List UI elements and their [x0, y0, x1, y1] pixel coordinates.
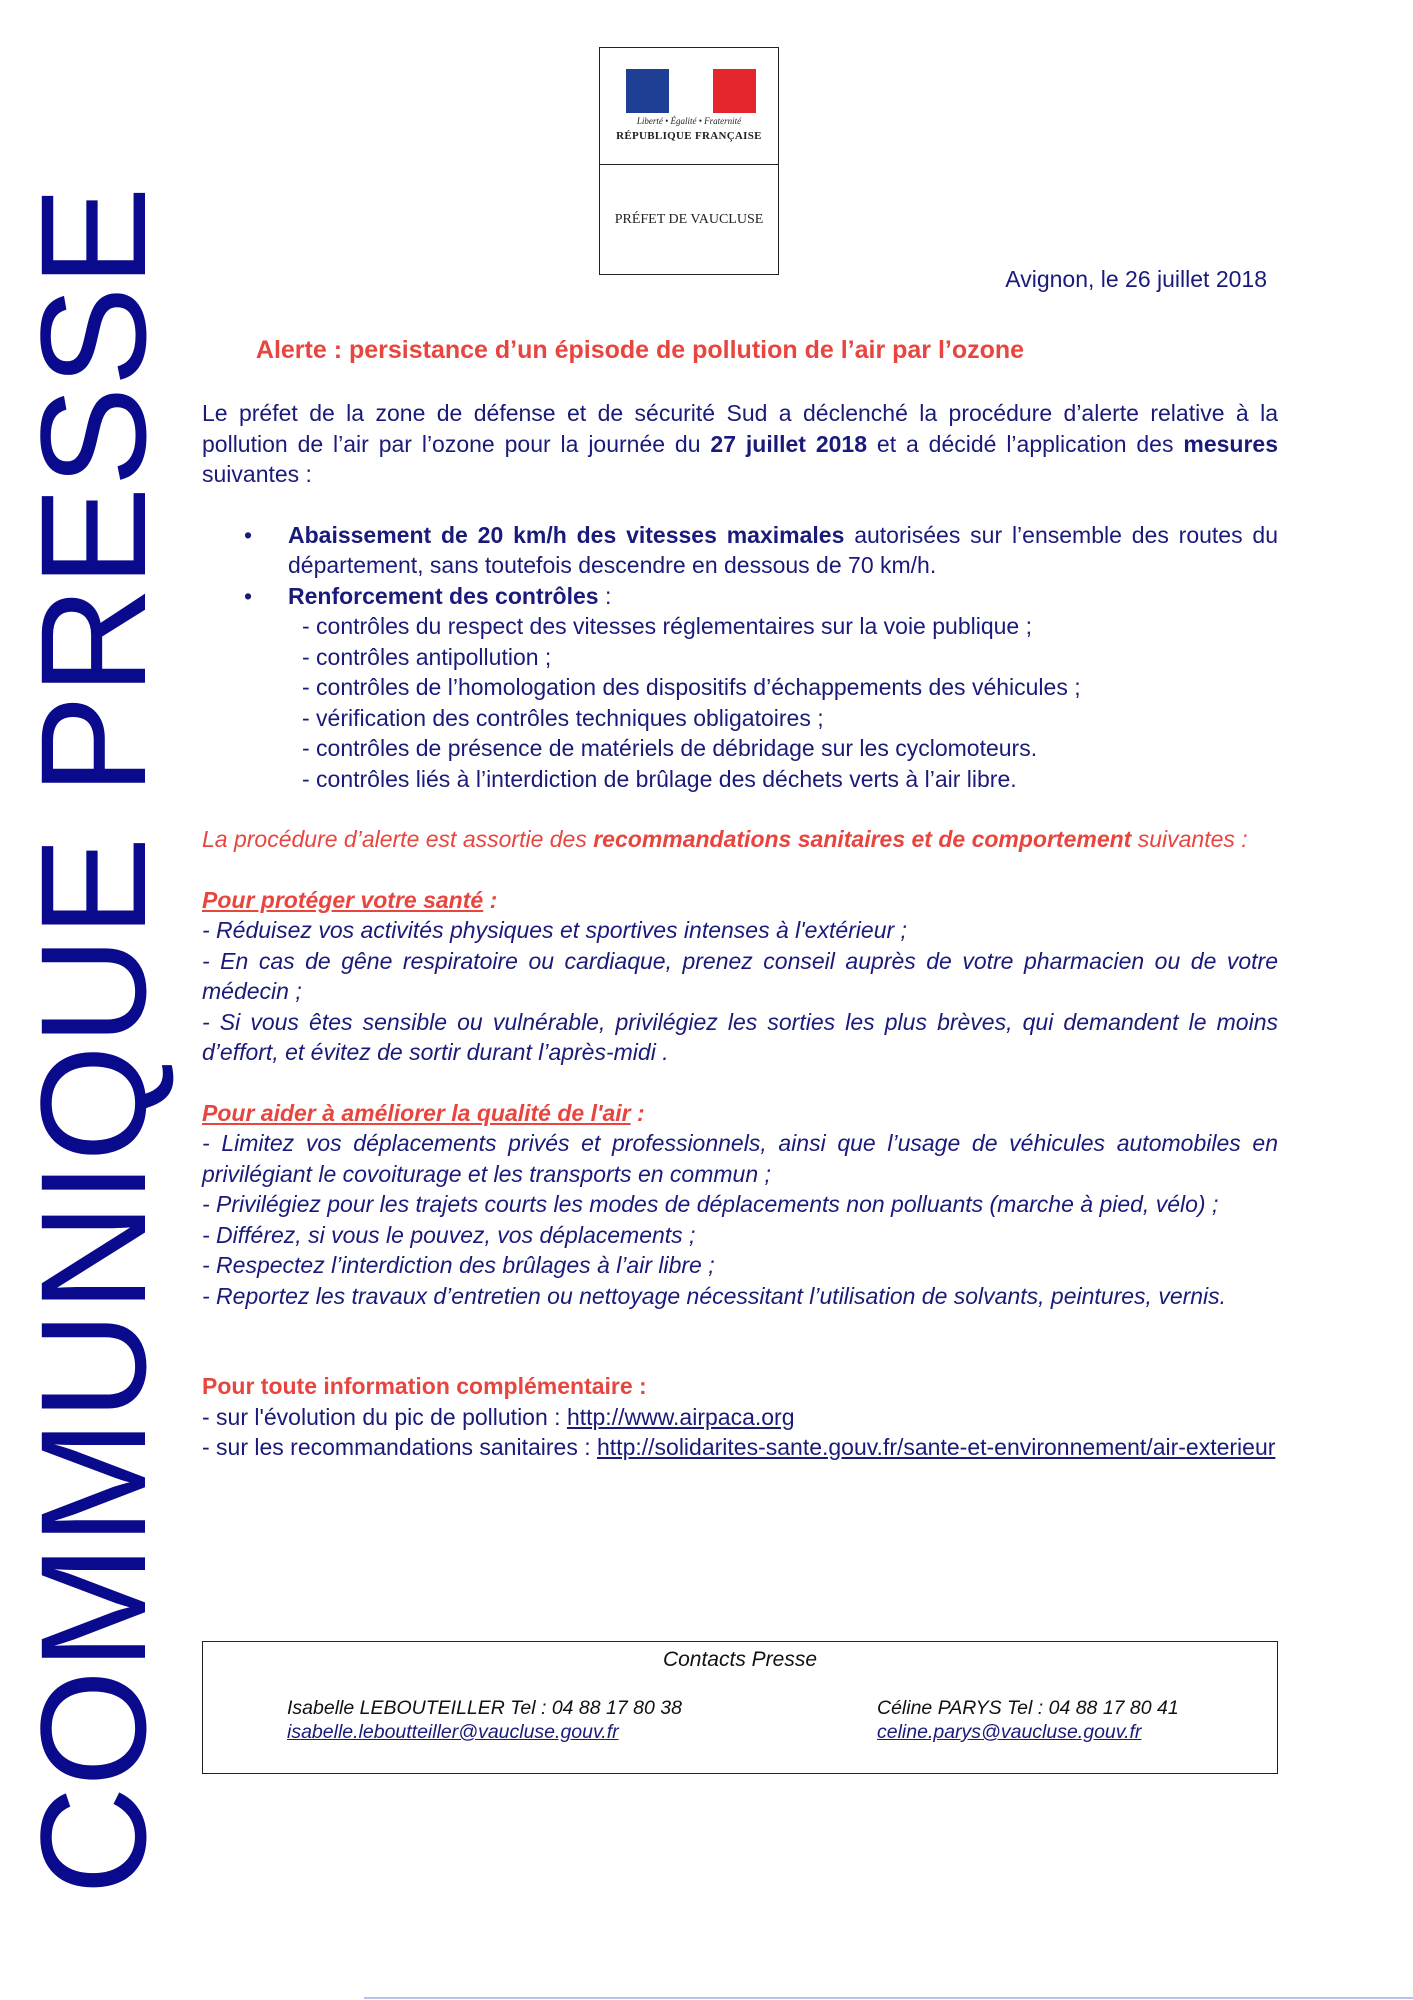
sante-link[interactable]: http://solidarites-sante.gouv.fr/sante-et-environnement/air-exterieur	[597, 1434, 1276, 1460]
bottom-divider	[364, 1997, 1413, 1999]
logo-motto: Liberté • Égalité • Fraternité	[636, 116, 742, 126]
control-item: - vérification des contrôles techniques obligatoires ;	[302, 704, 824, 731]
contact-person-2	[877, 1696, 1179, 1744]
airpaca-link[interactable]: http://www.airpaca.org	[566, 1403, 795, 1430]
air-item: - Limitez vos déplacements privés et professionnels, ainsi que l’usage de véhicules automobiles en privilégiant le covoiturage et les transports en commun ;	[202, 1130, 1278, 1187]
press-title: Alerte : persistance d’un épisode de pollution de l’air par l’ozone	[255, 336, 1025, 364]
control-item: - contrôles de présence de matériels de débridage sur les cyclomoteurs.	[302, 735, 1038, 761]
air-item: - Respectez l’interdiction des brûlages à l’air libre ;	[202, 1252, 715, 1278]
intro-paragraph: Le préfet de la zone de défense et de sécurité Sud a déclenché la procédure d’alerte relative à la pollution de l’air par l’ozone pour la journée du 27 juillet 2018 et a décidé l’application des mesures suivantes :	[202, 400, 1278, 487]
prefecture-logo	[599, 47, 779, 275]
marianne-flag-icon	[626, 69, 756, 113]
alert-intro: La procédure d’alerte est assortie des recommandations sanitaires et de comportement suivantes :	[202, 826, 1248, 852]
contacts-heading: Contacts Presse	[662, 1648, 818, 1671]
press-body	[202, 398, 1278, 1463]
health-item: - En cas de gêne respiratoire ou cardiaque, prenez conseil auprès de votre pharmacien ou de votre médecin ;	[202, 947, 1278, 1004]
control-item: - contrôles liés à l’interdiction de brûlage des déchets verts à l’air libre.	[302, 765, 1017, 792]
measures-list	[202, 520, 1278, 795]
info-heading: Pour toute information complémentaire :	[202, 1373, 647, 1399]
side-title: COMMUNIQUE PRESSE	[9, 186, 177, 1895]
contact-name: Céline PARYS Tel : 04 88 17 80 41	[877, 1697, 1179, 1719]
air-item: - Privilégiez pour les trajets courts les modes de déplacements non polluants (marche à pied, vélo) ;	[202, 1191, 1219, 1217]
list-item: • Renforcement des contrôles :	[244, 582, 612, 609]
control-item: - contrôles du respect des vitesses réglementaires sur la voie publique ;	[302, 613, 1032, 639]
health-item: - Réduisez vos activités physiques et sportives intenses à l'extérieur ;	[202, 917, 907, 943]
control-item: - contrôles de l’homologation des dispositifs d’échappements des véhicules ;	[302, 674, 1081, 700]
list-item: • Abaissement de 20 km/h des vitesses maximales autorisées sur l’ensemble des routes du département, sans toutefois descendre en dessous de 70 km/h.	[244, 521, 1278, 578]
contact-email-link[interactable]: celine.parys@vaucluse.gouv.fr	[877, 1721, 1142, 1743]
press-date: Avignon, le 26 juillet 2018	[1005, 266, 1267, 292]
logo-divider	[600, 164, 778, 165]
logo-republic: RÉPUBLIQUE FRANÇAISE	[616, 130, 762, 142]
air-item: - Différez, si vous le pouvez, vos déplacements ;	[202, 1221, 696, 1248]
health-item: - Si vous êtes sensible ou vulnérable, privilégiez les sorties les plus brèves, qui demandent le moins d’effort, et évitez de sortir durant l’après-midi .	[202, 1008, 1278, 1065]
logo-prefecture: PRÉFET DE VAUCLUSE	[614, 212, 764, 227]
press-contacts-box	[202, 1641, 1278, 1774]
control-item: - contrôles antipollution ;	[302, 643, 552, 670]
health-heading: Pour protéger votre santé :	[202, 886, 498, 913]
air-heading: Pour aider à améliorer la qualité de l'air :	[202, 1099, 645, 1126]
contact-email-link[interactable]: isabelle.leboutteiller@vaucluse.gouv.fr	[287, 1721, 619, 1743]
contact-person-1	[287, 1696, 682, 1744]
air-item: - Reportez les travaux d’entretien ou nettoyage nécessitant l’utilisation de solvants, peintures, vernis.	[202, 1282, 1227, 1309]
info-line-pollution: - sur l'évolution du pic de pollution : http://www.airpaca.org	[202, 1403, 795, 1430]
contact-name: Isabelle LEBOUTEILLER Tel : 04 88 17 80 38	[287, 1697, 682, 1719]
info-line-health: - sur les recommandations sanitaires : http://solidarites-sante.gouv.fr/sante-et-environnement/air-exterieur	[202, 1434, 1276, 1460]
